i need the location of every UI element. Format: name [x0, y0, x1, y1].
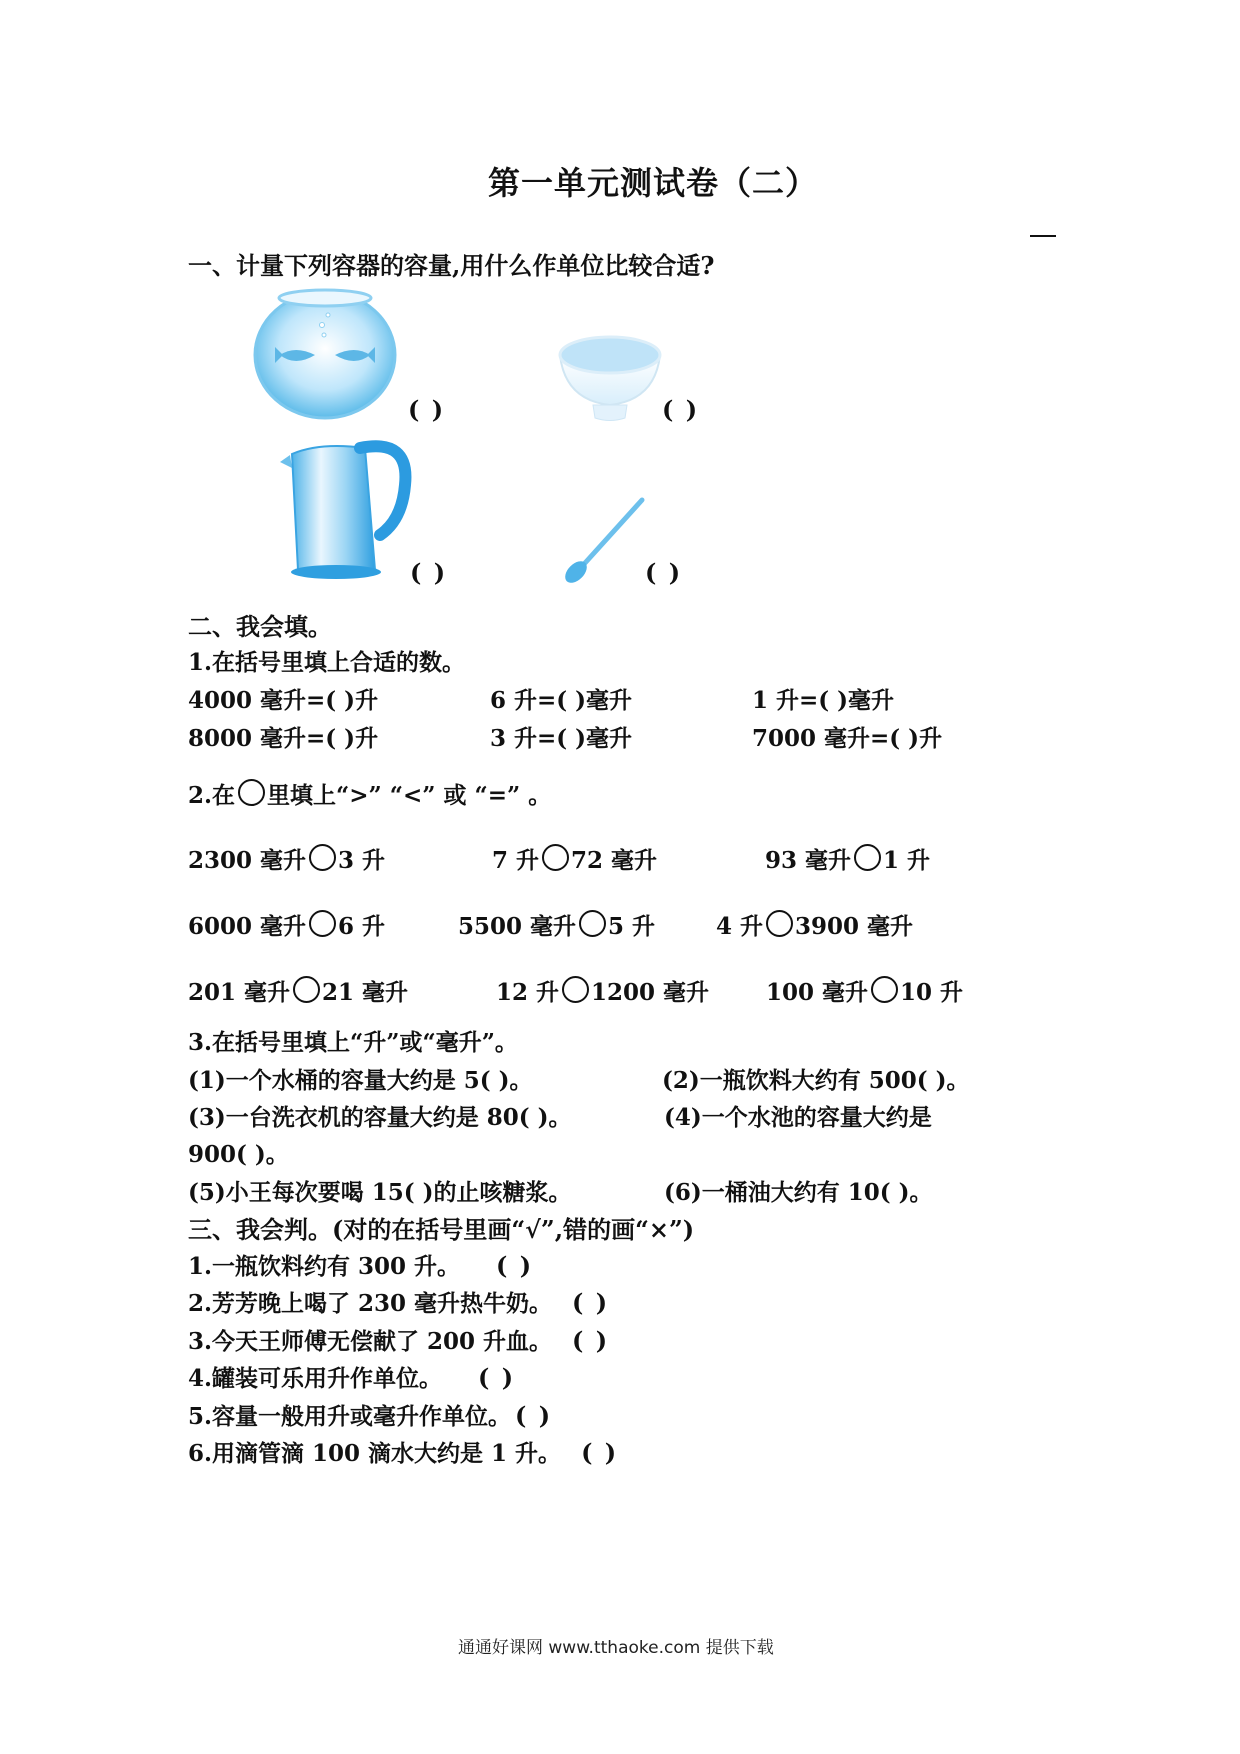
q2-r3-c3: 100 毫升 10 升 — [766, 974, 963, 1007]
q2-label-before: 2.在 — [188, 782, 236, 809]
q2-r3-c1: 201 毫升 21 毫升 — [188, 974, 408, 1007]
q1-row1-item2[interactable]: 6 升=( )毫升 — [490, 687, 633, 714]
compare-circle[interactable] — [854, 844, 881, 871]
judge-item-4: 4.罐装可乐用升作单位。 ( ) — [188, 1363, 516, 1392]
section2-heading: 二、我会填。 — [188, 612, 332, 641]
q2-r1-c3: 93 毫升 1 升 — [765, 842, 930, 875]
q2-r2-c2: 5500 毫升 5 升 — [458, 908, 655, 941]
section3-heading: 三、我会判。(对的在括号里画“√”,错的画“×”) — [188, 1215, 695, 1244]
judge-item-3: 3.今天王师傅无偿献了 200 升血。 ( ) — [188, 1326, 610, 1355]
circle-sample-icon — [238, 779, 265, 806]
spoon-blank[interactable]: ( ) — [645, 558, 683, 587]
q2-label — [188, 777, 551, 810]
judge-blank[interactable]: ( ) — [496, 1251, 534, 1280]
judge-blank[interactable]: ( ) — [572, 1326, 610, 1355]
judge-item-1: 1.一瓶饮料约有 300 升。 ( ) — [188, 1251, 534, 1280]
compare-circle[interactable] — [766, 910, 793, 937]
q3-item-1[interactable]: (1)一个水桶的容量大约是 5( )。 — [188, 1067, 533, 1094]
q2-r1-c1: 2300 毫升 3 升 — [188, 842, 385, 875]
q2-r2-c3: 4 升 3900 毫升 — [716, 908, 913, 941]
compare-circle[interactable] — [871, 976, 898, 1003]
spoon-icon — [560, 495, 650, 585]
q2-r1-c2: 7 升 72 毫升 — [492, 842, 657, 875]
kettle-blank[interactable]: ( ) — [410, 558, 448, 587]
q1-row2-item2[interactable]: 3 升=( )毫升 — [490, 725, 633, 752]
judge-blank[interactable]: ( ) — [572, 1288, 610, 1317]
page-title: 第一单元测试卷（二） — [488, 164, 819, 202]
q2-label-after: 里填上“>” “<” 或 “=” 。 — [267, 782, 552, 809]
q1-row2-item1[interactable]: 8000 毫升=( )升 — [188, 725, 379, 752]
judge-item-5: 5.容量一般用升或毫升作单位。 ( ) — [188, 1401, 553, 1430]
judge-blank[interactable]: ( ) — [515, 1401, 553, 1430]
fishbowl-blank[interactable]: ( ) — [408, 395, 446, 424]
section1-heading: 一、计量下列容器的容量,用什么作单位比较合适? — [188, 251, 715, 280]
compare-circle[interactable] — [579, 910, 606, 937]
q3-item-5[interactable]: (5)小王每次要喝 15( )的止咳糖浆。 — [188, 1179, 572, 1206]
q1-label: 1.在括号里填上合适的数。 — [188, 649, 466, 676]
q1-row1-item3[interactable]: 1 升=( )毫升 — [752, 687, 895, 714]
q3-item-6[interactable]: (6)一桶油大约有 10( )。 — [664, 1179, 933, 1206]
q2-r3-c2: 12 升 1200 毫升 — [496, 974, 709, 1007]
q3-item-2[interactable]: (2)一瓶饮料大约有 500( )。 — [662, 1067, 970, 1094]
q1-row2-item3[interactable]: 7000 毫升=( )升 — [752, 725, 943, 752]
compare-circle[interactable] — [542, 844, 569, 871]
compare-circle[interactable] — [309, 844, 336, 871]
judge-item-2: 2.芳芳晚上喝了 230 毫升热牛奶。 ( ) — [188, 1288, 610, 1317]
compare-circle[interactable] — [562, 976, 589, 1003]
q3-item-4[interactable]: (4)一个水池的容量大约是 — [664, 1104, 932, 1131]
judge-item-6: 6.用滴管滴 100 滴水大约是 1 升。 ( ) — [188, 1438, 619, 1467]
bowl-blank[interactable]: ( ) — [662, 395, 700, 424]
bowl-icon — [555, 330, 665, 425]
q3-label: 3.在括号里填上“升”或“毫升”。 — [188, 1029, 518, 1056]
q2-r2-c1: 6000 毫升 6 升 — [188, 908, 385, 941]
q3-item-3[interactable]: (3)一台洗衣机的容量大约是 80( )。 — [188, 1104, 572, 1131]
judge-blank[interactable]: ( ) — [478, 1363, 516, 1392]
q1-row1-item1[interactable]: 4000 毫升=( )升 — [188, 687, 379, 714]
compare-circle[interactable] — [293, 976, 320, 1003]
judge-blank[interactable]: ( ) — [581, 1438, 619, 1467]
compare-circle[interactable] — [309, 910, 336, 937]
corner-dash — [1030, 235, 1056, 237]
q3-item-4-cont[interactable]: 900( )。 — [188, 1141, 289, 1168]
footer-credit: 通通好课网 www.tthaoke.com 提供下载 — [458, 1638, 774, 1658]
fishbowl-icon — [250, 285, 400, 420]
kettle-icon — [280, 440, 420, 585]
